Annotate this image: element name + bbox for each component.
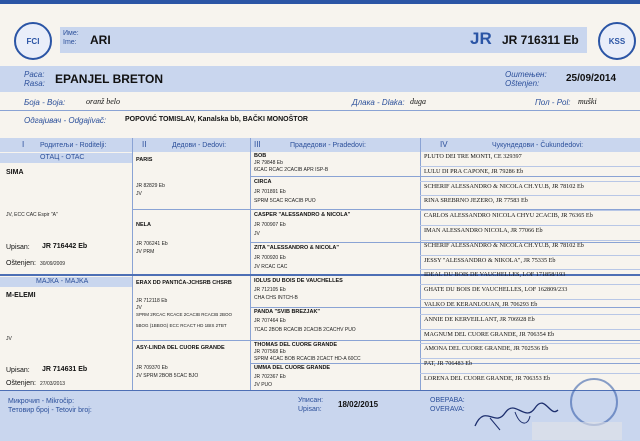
grid-line [250, 176, 640, 177]
col-iii-label: Прадедови - Pradedovi: [290, 142, 366, 149]
dam-osten-label: Oštenjen: [6, 380, 36, 387]
sex-value: muški [578, 97, 597, 106]
breed-label-lat: Rasa: [24, 79, 45, 88]
great-great-grandparent-entry: IDEAL DU BOIS DE VAUCHELLES, LOF 171858/193 [424, 271, 566, 279]
sire-label: ОТАЦ - OTAC [40, 154, 85, 161]
breed-label-cyr: Раса: [24, 70, 45, 79]
ggp-7-name: THOMAS DEL CUORE GRANDE [254, 342, 338, 348]
coat-value: duga [410, 97, 426, 106]
sire-name: SIMA [6, 169, 24, 176]
ggp-8-reg: JR 702367 Eb [254, 374, 286, 380]
dam-osten: 27/03/2013 [40, 381, 66, 387]
grandparent-3-extra: JV [136, 305, 142, 311]
great-great-grandparent-entry: AMONA DEL CUORE GRANDE, JR 702536 Eb [424, 345, 549, 353]
grandparent-4-extra: JV SPRM 2BOB 5CAC BJO [136, 373, 199, 379]
sex-label: Пол - Pol: [535, 98, 571, 107]
col-i-label: Родитељи - Roditelji: [40, 142, 107, 149]
fci-logo-icon: FCI [14, 22, 52, 60]
ggp-3-name: CASPER "ALESSANDRO & NICOLA" [254, 212, 351, 218]
sire-titles: JV, ECC CAC Espir "A" [6, 212, 58, 218]
grandparent-4-name: ASY-LINDA DEL CUORE GRANDE [136, 345, 225, 351]
great-great-grandparent-entry: GHATE DU BOIS DE VAUCHELLES, LOF 162809/233 [424, 286, 568, 294]
ggp-7-titles: SPRM 4CAC BOB RCACIB 2CACT HD-A 60CC [254, 356, 361, 362]
color-value: oranž belo [86, 97, 120, 106]
great-great-grandparent-entry: IMAN ALESSANDRO NICOLA, JR 77066 Eb [424, 227, 543, 234]
great-great-grandparent-entry: JESSY "ALESSANDRO & NIKOLA", JR 75335 Eb [424, 256, 556, 264]
col-i-num: I [22, 140, 25, 149]
whelped-label-cyr: Оштењен: [505, 70, 547, 79]
grandparent-3-titles-2: 5BOG (1BBOG) ECC RCACT HD 1BIS 2TBT [136, 323, 227, 328]
grid-line [420, 181, 640, 182]
grid-line [420, 284, 640, 285]
ggp-4-reg: JR 700920 Eb [254, 255, 286, 261]
grandparent-3-titles-1: SPRM 2RCAC RCACE 2CACIB RCACIB 2BOO [136, 312, 233, 317]
tattoo-label: Тетовир број - Tetovir broj: [8, 407, 92, 414]
ggp-1-name: BOB [254, 153, 267, 159]
grid-line [132, 138, 133, 390]
name-label-lat: Ime: [63, 39, 77, 46]
ggp-8-name: UMMA DEL CUORE GRANDE [254, 365, 331, 371]
grandparent-1-name: PARIS [136, 157, 153, 163]
color-label: Боја - Boja: [24, 98, 66, 107]
top-border [0, 0, 640, 4]
col-ii-num: II [142, 140, 147, 149]
grid-line [132, 340, 640, 341]
great-great-grandparent-entry: RINA SREBRNO JEZERO, JR 77583 Eb [424, 197, 528, 205]
registered-label-cyr: Уписан: [298, 397, 324, 404]
ggp-5-name: IOLUS DU BOIS DE VAUCHELLES [254, 278, 343, 284]
ggp-5-titles: CHA CHS INTCH-B [254, 295, 298, 301]
great-great-grandparent-entry: LORENA DEL CUORE GRANDE, JR 706353 Eb [424, 375, 551, 382]
dam-upisan-label: Upisan: [6, 367, 30, 374]
ggp-6-name: PANDA "SVIB BREZJAK" [254, 309, 321, 315]
dam-reg: JR 714631 Eb [42, 366, 88, 373]
ggp-3-titles: JV [254, 231, 260, 237]
sire-osten-label: Oštenjen: [6, 260, 36, 267]
great-great-grandparent-entry: VALKO DE KERANLOUAN, JR 706293 Eb [424, 301, 538, 308]
reg-number: JR 716311 Eb [502, 33, 579, 47]
grandparent-2-name: NELA [136, 222, 151, 228]
ggp-7-reg: JR 707568 Eb [254, 349, 286, 355]
sire-reg: JR 716442 Eb [42, 243, 88, 250]
grandparent-2-extra: JV PRM [136, 249, 155, 255]
dam-label: МАЈКА - MAJKA [36, 278, 89, 285]
breeder-value: POPOVIĆ TOMISLAV, Kanalska bb, BAČKI MONOŠTOR [125, 116, 308, 123]
grandparent-3-reg: JR 712118 Eb [136, 298, 168, 304]
great-great-grandparent-entry: MAGNUM DEL CUORE GRANDE, JR 706354 Eb [424, 330, 555, 338]
grandparent-1-reg: JR 82829 Eb [136, 183, 165, 189]
stamp-icon [570, 378, 618, 426]
divider [0, 110, 640, 111]
col-ii-label: Дедови - Dedovi: [172, 142, 227, 149]
whelped-value: 25/09/2014 [566, 73, 617, 84]
ggp-2-titles: SPRM 5CAC RCACIB PUO [254, 198, 316, 204]
grid-line [420, 329, 640, 330]
grid-line [420, 314, 640, 315]
dam-name: M-ELEMI [6, 292, 36, 299]
grid-line [420, 210, 640, 211]
grid-line [420, 225, 640, 226]
ggp-3-reg: JR 700907 Eb [254, 222, 286, 228]
great-great-grandparent-entry: PLUTO DEI TRE MONTI, CE 329397 [424, 153, 522, 160]
grandparent-2-reg: JR 706241 Eb [136, 241, 168, 247]
ggp-2-name: CIRCA [254, 179, 272, 185]
grandparent-3-name: ERAX DD PANTIĆA-JCHSRB CHSRB [136, 280, 232, 286]
ggp-5-reg: JR 712105 Eb [254, 287, 286, 293]
verify-label-cyr: ОВЕРАВА: [430, 397, 465, 404]
dog-name: ARI [90, 33, 111, 47]
ggp-1-titles: 6CAC RCAC 2CACIB APR ISP-B [254, 167, 329, 173]
great-great-grandparent-entry: SCHERIF ALESSANDRO & NICOLA CH.YU.B, JR 78102 Eb [424, 182, 584, 190]
great-great-grandparent-entry: CARLOS ALESSANDRO NICOLA CHYU 2CACIB, JR 76365 Eb [424, 212, 593, 220]
coat-label: Длака - Dlaka: [352, 98, 405, 107]
col-iv-num: IV [440, 140, 448, 149]
grid-line [420, 240, 640, 241]
registered-date: 18/02/2015 [338, 400, 379, 409]
ggp-8-titles: JV PUO [254, 382, 273, 388]
grid-line [420, 166, 640, 167]
breed-value: EPANJEL BRETON [55, 72, 164, 86]
reg-prefix: JR [470, 29, 492, 48]
breeder-label: Одгајивач - Odgajivač: [24, 116, 107, 125]
kss-logo-icon: KSS [598, 22, 636, 60]
ggp-6-titles: 7CAC 2BOB RCACIB 2CACIB 2CACHV PUO [254, 327, 356, 333]
grid-line [420, 373, 640, 374]
grid-line [420, 195, 640, 196]
grandparent-4-reg: JR 709370 Eb [136, 365, 168, 371]
col-iv-label: Чукундедови - Čukundedovi: [492, 142, 584, 149]
sire-osten: 30/09/2009 [40, 261, 66, 267]
ggp-6-reg: JR 707464 Eb [254, 318, 286, 324]
col-iii-num: III [254, 140, 261, 149]
grid-line [420, 269, 640, 270]
whelped-label-lat: Oštenjen: [505, 79, 540, 88]
great-great-grandparent-entry: PAT, JR 706483 Eb [424, 360, 473, 368]
verify-label-lat: OVERAVA: [430, 406, 465, 413]
great-great-grandparent-entry: ANNIE DE KERVEILLANT, JR 706928 Eb [424, 315, 535, 323]
grid-line [420, 299, 640, 300]
registered-label-lat: Upisan: [298, 406, 322, 413]
ggp-4-titles: JV RCAC CAC [254, 264, 288, 270]
ggp-1-reg: JR 79848 Eb [254, 160, 283, 166]
grid-line [420, 358, 640, 359]
stamp-smudge [532, 422, 622, 440]
grandparent-1-extra: JV [136, 191, 142, 197]
grid-line [420, 255, 640, 256]
great-great-grandparent-entry: SCHERIF ALESSANDRO & NICOLA CH.YU.B, JR 78102 Eb [424, 241, 584, 249]
ggp-2-reg: JR 701891 Eb [254, 189, 286, 195]
ggp-4-name: ZITA "ALESSANDRO & NICOLA" [254, 245, 339, 251]
great-great-grandparent-entry: LULU DI PRA CAPONE, JR 79286 Eb [424, 167, 524, 175]
grid-line [420, 343, 640, 344]
chip-label: Микрочип - Mikročip: [8, 398, 75, 405]
name-label-cyr: Име: [63, 30, 79, 37]
dam-titles: JV [6, 336, 12, 342]
sire-upisan-label: Upisan: [6, 244, 30, 251]
